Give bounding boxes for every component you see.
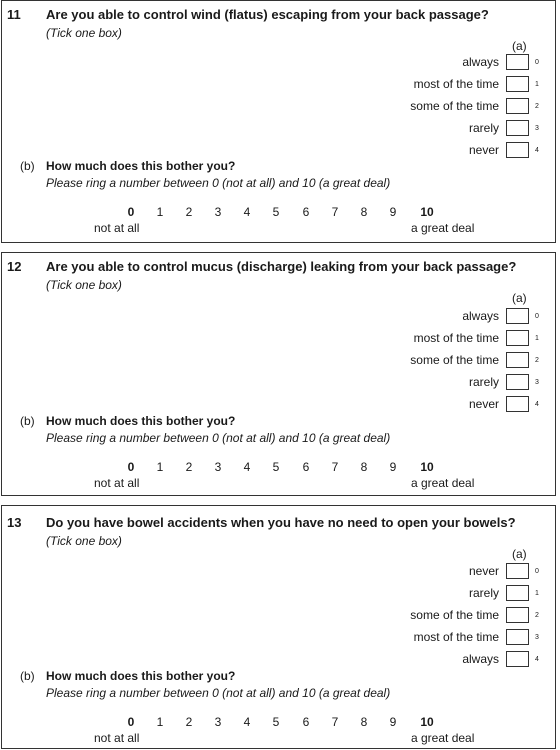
scale-option-1[interactable]: 1	[156, 205, 164, 219]
option-code: 2	[535, 357, 539, 364]
option-code: 2	[535, 612, 539, 619]
scale-option-9[interactable]: 9	[389, 460, 397, 474]
option-checkbox[interactable]	[506, 330, 529, 346]
question-number: 12	[7, 259, 22, 274]
option-checkbox[interactable]	[506, 607, 529, 623]
sub-question-title: How much does this bother you?	[46, 159, 236, 173]
sub-question-note: Please ring a number between 0 (not at all) and 10 (a great deal)	[46, 686, 391, 700]
option-label: rarely	[468, 375, 499, 389]
question-title: Are you able to control mucus (discharge) leaking from your back passage?	[46, 259, 517, 274]
option-code: 1	[535, 335, 539, 342]
option-code: 4	[535, 401, 539, 408]
scale-option-8[interactable]: 8	[360, 205, 368, 219]
scale-option-6[interactable]: 6	[302, 460, 310, 474]
scale-option-4[interactable]: 4	[243, 205, 251, 219]
option-label: always	[462, 652, 499, 666]
scale-option-5[interactable]: 5	[272, 205, 280, 219]
scale-option-0[interactable]: 0	[127, 715, 135, 729]
option-code: 4	[535, 147, 539, 154]
scale-option-9[interactable]: 9	[389, 205, 397, 219]
sub-question-note: Please ring a number between 0 (not at all) and 10 (a great deal)	[46, 176, 391, 190]
option-label: never	[468, 397, 499, 411]
option-label: never	[468, 143, 499, 157]
scale-option-6[interactable]: 6	[302, 715, 310, 729]
sub-question-label: (b)	[20, 414, 35, 428]
question-number: 11	[7, 7, 21, 22]
scale-option-2[interactable]: 2	[185, 205, 193, 219]
option-label: rarely	[468, 121, 499, 135]
option-code: 4	[535, 656, 539, 663]
scale-option-4[interactable]: 4	[243, 715, 251, 729]
scale-option-8[interactable]: 8	[360, 715, 368, 729]
scale-option-7[interactable]: 7	[331, 460, 339, 474]
option-code: 1	[535, 590, 539, 597]
scale-option-7[interactable]: 7	[331, 715, 339, 729]
column-label: (a)	[512, 39, 527, 53]
scale-low-anchor: not at all	[94, 731, 140, 745]
scale-high-anchor: a great deal	[411, 731, 475, 745]
scale-high-anchor: a great deal	[411, 476, 475, 490]
question-13	[1, 505, 556, 749]
tick-instruction: (Tick one box)	[46, 278, 122, 292]
option-checkbox[interactable]	[506, 120, 529, 136]
question-title: Are you able to control wind (flatus) escaping from your back passage?	[46, 7, 489, 22]
option-checkbox[interactable]	[506, 651, 529, 667]
scale-option-8[interactable]: 8	[360, 460, 368, 474]
option-checkbox[interactable]	[506, 98, 529, 114]
scale-option-3[interactable]: 3	[214, 460, 222, 474]
option-label: some of the time	[410, 353, 499, 367]
option-label: always	[462, 309, 499, 323]
sub-question-title: How much does this bother you?	[46, 669, 236, 683]
sub-question-note: Please ring a number between 0 (not at all) and 10 (a great deal)	[46, 431, 391, 445]
option-checkbox[interactable]	[506, 629, 529, 645]
option-checkbox[interactable]	[506, 585, 529, 601]
scale-high-anchor: a great deal	[411, 221, 475, 235]
option-checkbox[interactable]	[506, 396, 529, 412]
scale-option-7[interactable]: 7	[331, 205, 339, 219]
tick-instruction: (Tick one box)	[46, 26, 122, 40]
option-checkbox[interactable]	[506, 54, 529, 70]
sub-question-title: How much does this bother you?	[46, 414, 236, 428]
scale-option-3[interactable]: 3	[214, 715, 222, 729]
scale-option-10[interactable]: 10	[420, 205, 434, 219]
option-label: rarely	[468, 586, 499, 600]
scale-option-1[interactable]: 1	[156, 715, 164, 729]
option-checkbox[interactable]	[506, 374, 529, 390]
option-label: always	[462, 55, 499, 69]
option-code: 2	[535, 103, 539, 110]
column-label: (a)	[512, 291, 527, 305]
question-number: 13	[7, 515, 22, 530]
option-code: 3	[535, 379, 539, 386]
scale-option-0[interactable]: 0	[127, 205, 135, 219]
scale-option-2[interactable]: 2	[185, 460, 193, 474]
option-code: 3	[535, 125, 539, 132]
sub-question-label: (b)	[20, 669, 35, 683]
scale-option-9[interactable]: 9	[389, 715, 397, 729]
option-label: most of the time	[413, 77, 499, 91]
option-code: 0	[535, 313, 539, 320]
question-title: Do you have bowel accidents when you have no need to open your bowels?	[46, 515, 516, 530]
scale-option-6[interactable]: 6	[302, 205, 310, 219]
option-checkbox[interactable]	[506, 308, 529, 324]
scale-option-3[interactable]: 3	[214, 205, 222, 219]
option-checkbox[interactable]	[506, 563, 529, 579]
option-label: most of the time	[413, 331, 499, 345]
option-checkbox[interactable]	[506, 352, 529, 368]
scale-option-2[interactable]: 2	[185, 715, 193, 729]
option-label: most of the time	[413, 630, 499, 644]
scale-option-5[interactable]: 5	[272, 715, 280, 729]
scale-option-10[interactable]: 10	[420, 715, 434, 729]
scale-option-1[interactable]: 1	[156, 460, 164, 474]
scale-option-5[interactable]: 5	[272, 460, 280, 474]
option-checkbox[interactable]	[506, 142, 529, 158]
option-label: some of the time	[410, 99, 499, 113]
sub-question-label: (b)	[20, 159, 35, 173]
option-code: 1	[535, 81, 539, 88]
scale-low-anchor: not at all	[94, 221, 140, 235]
scale-option-0[interactable]: 0	[127, 460, 135, 474]
option-checkbox[interactable]	[506, 76, 529, 92]
question-11	[1, 0, 556, 243]
option-label: never	[468, 564, 499, 578]
scale-option-10[interactable]: 10	[420, 460, 434, 474]
scale-low-anchor: not at all	[94, 476, 140, 490]
option-code: 0	[535, 568, 539, 575]
scale-option-4[interactable]: 4	[243, 460, 251, 474]
column-label: (a)	[512, 547, 527, 561]
question-12	[1, 252, 556, 496]
option-code: 3	[535, 634, 539, 641]
option-label: some of the time	[410, 608, 499, 622]
option-code: 0	[535, 59, 539, 66]
tick-instruction: (Tick one box)	[46, 534, 122, 548]
